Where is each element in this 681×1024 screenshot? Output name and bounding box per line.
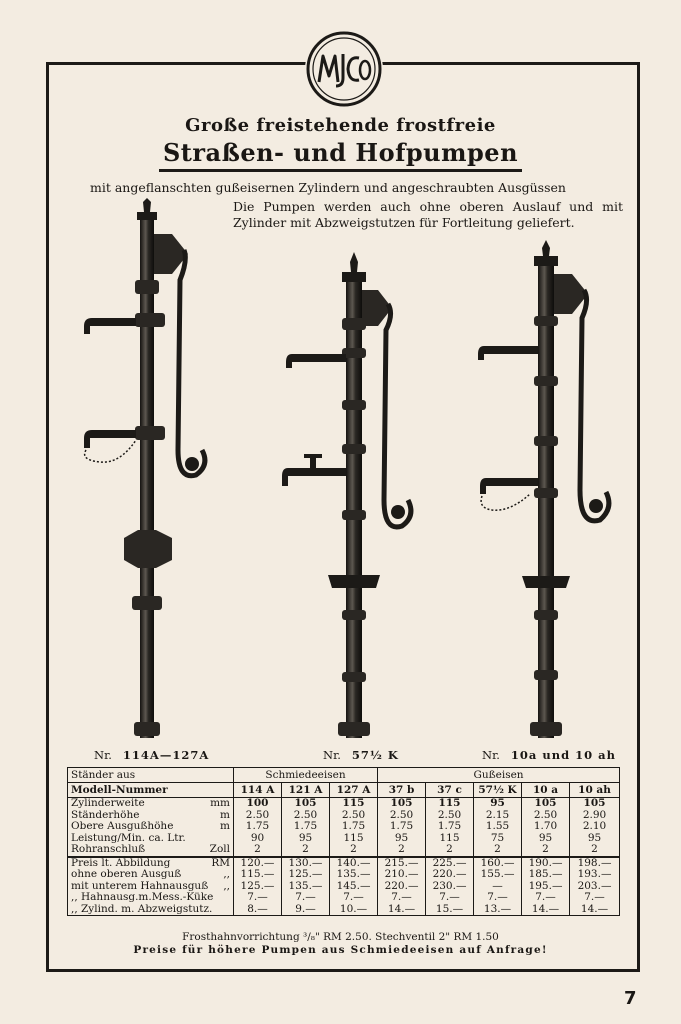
table-cell: 1.70 <box>522 821 570 833</box>
row-label <box>68 881 234 893</box>
title-line-2 <box>0 138 681 167</box>
table-cell: 1.55 <box>474 821 522 833</box>
row-label-text: Ständerhöhe <box>71 809 140 821</box>
row-unit: ,, <box>223 869 230 880</box>
table-cell: 95 <box>570 833 620 845</box>
table-cell: 95 <box>378 833 426 845</box>
model-number: 37 b <box>378 783 426 798</box>
table-row <box>68 892 620 904</box>
table-row <box>68 857 620 870</box>
table-cell: 14.— <box>378 904 426 916</box>
table-cell: 125.— <box>282 869 330 881</box>
model-row <box>68 783 620 798</box>
model-number: 127 A <box>330 783 378 798</box>
table-cell: 2.50 <box>234 810 282 822</box>
table-cell: 15.— <box>426 904 474 916</box>
table-row <box>68 869 620 881</box>
footer-inquiry: Preise für höhere Pumpen aus Schmiedeeisen auf Anfrage! <box>133 944 548 956</box>
model-number: 114 A <box>234 783 282 798</box>
table-cell: 7.— <box>474 892 522 904</box>
table-cell: 160.— <box>474 857 522 870</box>
caption-model: 57½ K <box>351 748 399 762</box>
table-cell: 105 <box>378 798 426 810</box>
table-cell: 2 <box>330 844 378 857</box>
table-cell: 2.50 <box>378 810 426 822</box>
table-cell: 115 <box>330 833 378 845</box>
table-cell: 75 <box>474 833 522 845</box>
group-gusseisen: Gußeisen <box>378 768 620 783</box>
table-row <box>68 833 620 845</box>
row-label <box>68 869 234 881</box>
title-line-1: Große freistehende frostfreie <box>185 115 496 136</box>
row-label <box>68 798 234 810</box>
table-cell: 2.50 <box>522 810 570 822</box>
row-label <box>68 904 234 916</box>
table-cell: 215.— <box>378 857 426 870</box>
row-unit: RM <box>211 856 230 869</box>
row-unit: mm <box>210 797 230 809</box>
table-cell: 95 <box>474 798 522 810</box>
row-label <box>68 833 234 845</box>
table-cell: 7.— <box>570 892 620 904</box>
pump-illustrations <box>60 190 630 750</box>
table-cell: 1.75 <box>378 821 426 833</box>
caption-model: 10a und 10 ah <box>510 748 616 762</box>
table-cell: 2 <box>234 844 282 857</box>
row-label <box>68 810 234 822</box>
row-unit: m <box>220 821 230 832</box>
table-cell: 7.— <box>330 892 378 904</box>
table-cell: 230.— <box>426 881 474 893</box>
table-cell: 7.— <box>426 892 474 904</box>
table-cell: 90 <box>234 833 282 845</box>
table-cell: 1.75 <box>234 821 282 833</box>
row-label <box>68 892 234 904</box>
table-cell: 7.— <box>282 892 330 904</box>
model-number: 10 ah <box>570 783 620 798</box>
main-title: Straßen- und Hofpumpen <box>159 138 522 172</box>
table-cell: 203.— <box>570 881 620 893</box>
table-cell: 193.— <box>570 869 620 881</box>
row-label <box>68 844 234 857</box>
table-cell: 190.— <box>522 857 570 870</box>
specification-table <box>67 767 620 916</box>
row-label-text: ,, Hahnausg.m.Mess.-Küke <box>71 892 214 903</box>
row-label-text: Obere Ausgußhöhe <box>71 821 174 832</box>
table-cell: 115 <box>426 833 474 845</box>
pump-10a-illustration <box>478 240 609 738</box>
delivery-note: Die Pumpen werden auch ohne oberen Auslauf und mit Zylinder mit Abzweigstutzen für Fortleitung geliefert. <box>233 199 623 230</box>
table-cell: 115.— <box>234 869 282 881</box>
table-cell: 14.— <box>570 904 620 916</box>
row-unit: m <box>220 809 230 821</box>
table-cell: 120.— <box>234 857 282 870</box>
row-label-text: Zylinderweite <box>71 797 145 809</box>
table-cell: 2.50 <box>330 810 378 822</box>
table-cell: 1.75 <box>282 821 330 833</box>
table-cell: 100 <box>234 798 282 810</box>
table-cell: 7.— <box>522 892 570 904</box>
table-cell: 2 <box>378 844 426 857</box>
subtitle: mit angeflanschten gußeisernen Zylindern und angeschraubten Ausgüssen <box>90 180 566 195</box>
table-cell: 145.— <box>330 881 378 893</box>
table-cell: 10.— <box>330 904 378 916</box>
caption-prefix: Nr. <box>482 748 500 762</box>
table-row <box>68 821 620 833</box>
caption-pump-2 <box>323 748 399 762</box>
row-label-text: ,, Zylind. m. Abzweigstutz. <box>71 903 213 915</box>
table-cell: 2 <box>570 844 620 857</box>
table-cell: 220.— <box>426 869 474 881</box>
table-cell: 2.10 <box>570 821 620 833</box>
table-cell: 2.50 <box>426 810 474 822</box>
model-number: 57½ K <box>474 783 522 798</box>
table-cell: 2.15 <box>474 810 522 822</box>
caption-pump-1 <box>94 748 209 762</box>
table-group-row <box>68 768 620 783</box>
row-unit: ,, <box>223 880 230 892</box>
row-label-text: Leistung/Min. ca. Ltr. <box>71 832 186 844</box>
caption-prefix: Nr. <box>323 748 341 762</box>
table-cell: 2.90 <box>570 810 620 822</box>
table-row <box>68 881 620 893</box>
table-row <box>68 844 620 857</box>
row-label-text: ohne oberen Ausguß <box>71 869 182 880</box>
table-cell: 225.— <box>426 857 474 870</box>
table-cell: 105 <box>522 798 570 810</box>
group-label: Ständer aus <box>68 768 234 783</box>
caption-model: 114A—127A <box>122 748 210 762</box>
table-cell: 95 <box>282 833 330 845</box>
pump-57k-illustration <box>282 252 411 738</box>
page-number: 7 <box>624 988 637 1009</box>
table-cell: 2 <box>474 844 522 857</box>
table-row <box>68 810 620 822</box>
table-cell: 95 <box>522 833 570 845</box>
table-cell: 130.— <box>282 857 330 870</box>
table-cell: 140.— <box>330 857 378 870</box>
table-cell: 220.— <box>378 881 426 893</box>
table-cell: 195.— <box>522 881 570 893</box>
model-number: 121 A <box>282 783 330 798</box>
row-label <box>68 821 234 833</box>
table-cell: 210.— <box>378 869 426 881</box>
model-number: 10 a <box>522 783 570 798</box>
table-cell: 7.— <box>378 892 426 904</box>
table-cell: 105 <box>570 798 620 810</box>
table-cell: 14.— <box>522 904 570 916</box>
caption-prefix: Nr. <box>94 748 112 762</box>
caption-pump-3 <box>482 748 616 762</box>
group-schmiedeeisen: Schmiedeeisen <box>234 768 378 783</box>
mjco-logo <box>305 30 383 108</box>
model-number: 37 c <box>426 783 474 798</box>
table-cell: 2 <box>282 844 330 857</box>
row-label-text: Preis lt. Abbildung <box>71 856 171 869</box>
row-label-text: Rohranschluß <box>71 844 146 855</box>
footer-accessories: Frosthahnvorrichtung ³/₈" RM 2.50. Stechventil 2" RM 1.50 <box>182 931 499 943</box>
model-label: Modell-Nummer <box>68 783 234 798</box>
row-label-text: mit unterem Hahnausguß <box>71 880 209 892</box>
table-cell: 105 <box>282 798 330 810</box>
table-cell: 9.— <box>282 904 330 916</box>
table-cell: 115 <box>426 798 474 810</box>
table-cell: 125.— <box>234 881 282 893</box>
table-cell: 2 <box>426 844 474 857</box>
table-cell: 1.75 <box>426 821 474 833</box>
table-cell: — <box>474 881 522 893</box>
table-cell: 13.— <box>474 904 522 916</box>
table-cell: 198.— <box>570 857 620 870</box>
row-label <box>68 857 234 870</box>
table-cell: 135.— <box>282 881 330 893</box>
pump-114a-illustration <box>84 198 205 738</box>
table-cell: 185.— <box>522 869 570 881</box>
table-row <box>68 798 620 810</box>
table-cell: 2 <box>522 844 570 857</box>
table-cell: 1.75 <box>330 821 378 833</box>
table-cell: 135.— <box>330 869 378 881</box>
row-unit: Zoll <box>209 844 230 855</box>
table-cell: 2.50 <box>282 810 330 822</box>
table-cell: 115 <box>330 798 378 810</box>
table-cell: 155.— <box>474 869 522 881</box>
table-cell: 8.— <box>234 904 282 916</box>
table-row <box>68 904 620 916</box>
table-cell: 7.— <box>234 892 282 904</box>
